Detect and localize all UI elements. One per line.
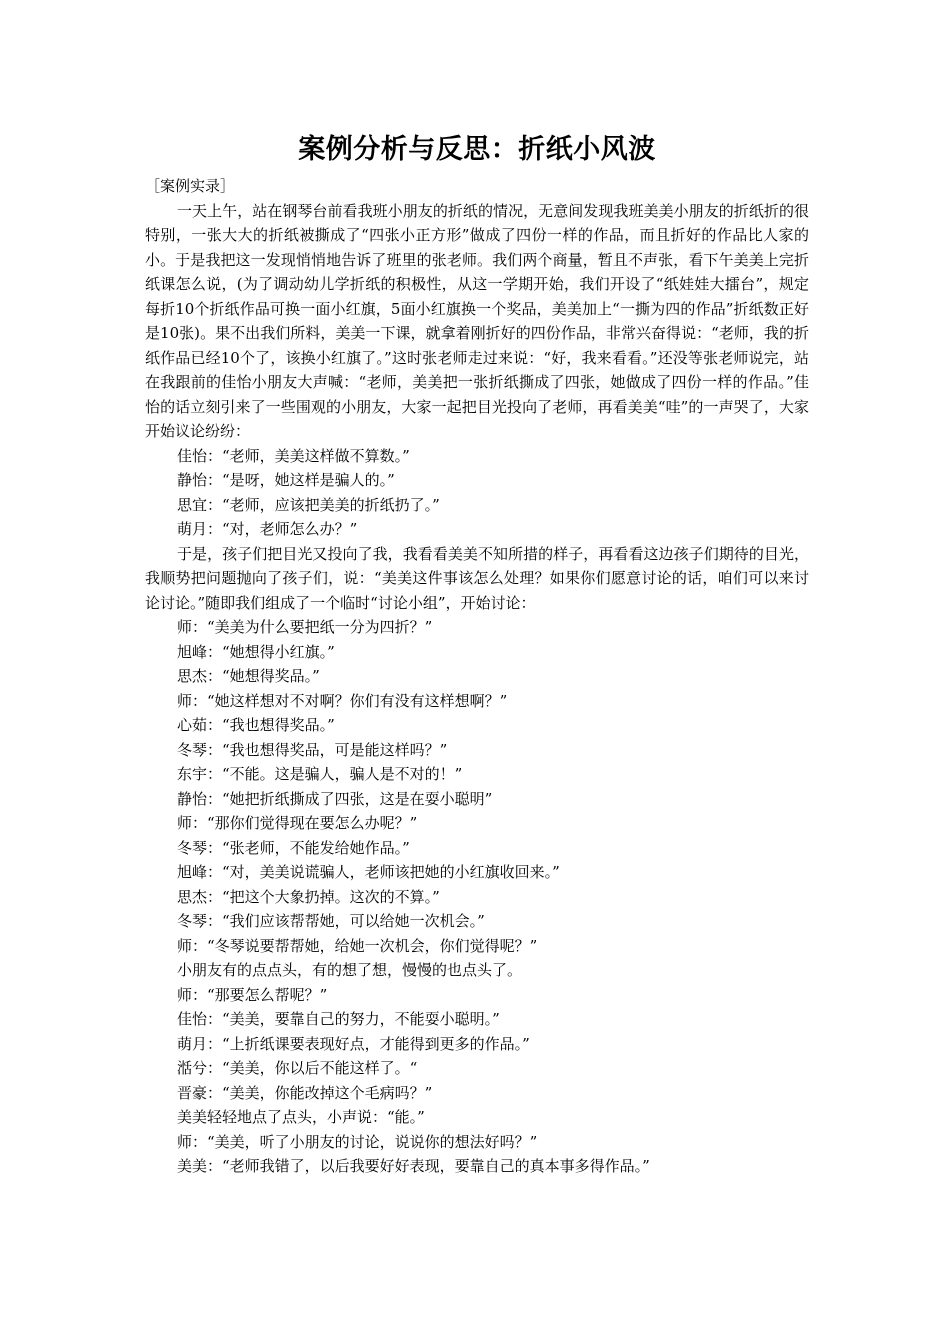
dialogue-line: 师：“美美为什么要把纸一分为四折？” (177, 618, 433, 636)
dialogue-line: 小朋友有的点点头，有的想了想，慢慢的也点头了。 (177, 961, 523, 979)
dialogue-line: 思杰：“她想得奖品。” (177, 667, 320, 685)
dialogue-line: 师：“美美，听了小朋友的讨论，说说你的想法好吗？” (177, 1132, 538, 1151)
dialogue-line: 湉兮：“美美，你以后不能这样了。“ (177, 1059, 418, 1077)
dialogue-line: 冬琴：“张老师，不能发给她作品。” (177, 838, 410, 857)
dialogue-line: 思宜：“老师，应该把美美的折纸扔了。” (177, 495, 440, 514)
dialogue-line: 冬琴：“我们应该帮帮她，可以给她一次机会。” (177, 912, 485, 930)
dialogue-line: 师：“她这样想对不对啊？你们有没有这样想啊？” (177, 691, 508, 710)
document-title: 案例分析与反思：折纸小风波 (298, 134, 656, 165)
dialogue-line: 师：“那要怎么帮呢？” (177, 985, 328, 1004)
dialogue-line: 佳怡：“老师，美美这样做不算数。” (177, 446, 410, 465)
dialogue-line: 美美轻轻地点了点头，小声说：“能。” (177, 1108, 425, 1126)
document-page (145, 128, 809, 1179)
dialogue-line: 静怡：“她把折纸撕成了四张，这是在耍小聪明” (177, 789, 493, 808)
middle-paragraph: 于是，孩子们把目光又投向了我，我看看美美不知所措的样子，再看看这边孩子们期待的目光，我顺势把问题抛向了孩子们，说：“美美这件事该怎么处理？如果你们愿意讨论的话，咱们可以来讨论讨论。”随即我们组成了一个临时“讨论小组”，开始讨论： (145, 544, 809, 612)
dialogue-line: 旭峰：“对，美美说谎骗人，老师该把她的小红旗收回来。” (177, 863, 560, 881)
dialogue-line: 师：“冬琴说要帮帮她，给她一次机会，你们觉得呢？” (177, 936, 538, 955)
dialogue-line: 静怡：“是呀，她这样是骗人的。” (177, 471, 395, 489)
dialogue-line: 萌月：“上折纸课要表现好点，才能得到更多的作品。” (177, 1034, 530, 1053)
dialogue-line: 师：“那你们觉得现在要怎么办呢？” (177, 814, 418, 832)
dialogue-line: 东宇：“不能。这是骗人，骗人是不对的！” (177, 765, 463, 783)
dialogue-line: 佳怡：“美美，要靠自己的努力，不能耍小聪明。” (177, 1010, 500, 1028)
dialogue-line: 美美：“老师我错了，以后我要好好表现，要靠自己的真本事多得作品。” (177, 1157, 650, 1175)
dialogue-line: 萌月：“对，老师怎么办？” (177, 520, 358, 538)
dialogue-line: 晋豪：“美美，你能改掉这个毛病吗？” (177, 1083, 433, 1102)
dialogue-line: 心茹：“我也想得奖品。” (177, 716, 335, 734)
section-label: ［案例实录］ (145, 177, 236, 195)
intro-paragraph: 一天上午，站在钢琴台前看我班小朋友的折纸的情况，无意间发现我班美美小朋友的折纸折的很特别，一张大大的折纸被撕成了“四张小正方形”做成了四份一样的作品，而且折好的作品比人家的小。于是我把这一发现悄悄地告诉了班里的张老师。我们两个商量，暂且不声张，看下午美美上完折纸课怎么说，(为了调动幼儿学折纸的积极性，从这一学期开始，我们开设了“纸娃娃大擂台”，规定每折10个折纸作品可换一面小红旗，5面小红旗换一个奖品，美美加上“一撕为四的作品”折纸数正好是10张)。果不出我们所料，美美一下课，就拿着刚折好的四份作品，非常兴奋得说：“老师，我的折纸作品已经10个了，该换小红旗了。”这时张老师走过来说：“好，我来看看。”还没等张老师说完，站在我跟前的佳怡小朋友大声喊：“老师，美美把一张折纸撕成了四张，她做成了四份一样的作品。”佳怡的话立刻引来了一些围观的小朋友，大家一起把目光投向了老师，再看美美“哇”的一声哭了，大家开始议论纷纷： (145, 201, 809, 440)
dialogue-line: 思杰：“把这个大象扔掉。这次的不算。” (177, 887, 440, 906)
dialogue-line: 冬琴：“我也想得奖品，可是能这样吗？” (177, 740, 448, 759)
dialogue-line: 旭峰：“她想得小红旗。” (177, 642, 335, 661)
